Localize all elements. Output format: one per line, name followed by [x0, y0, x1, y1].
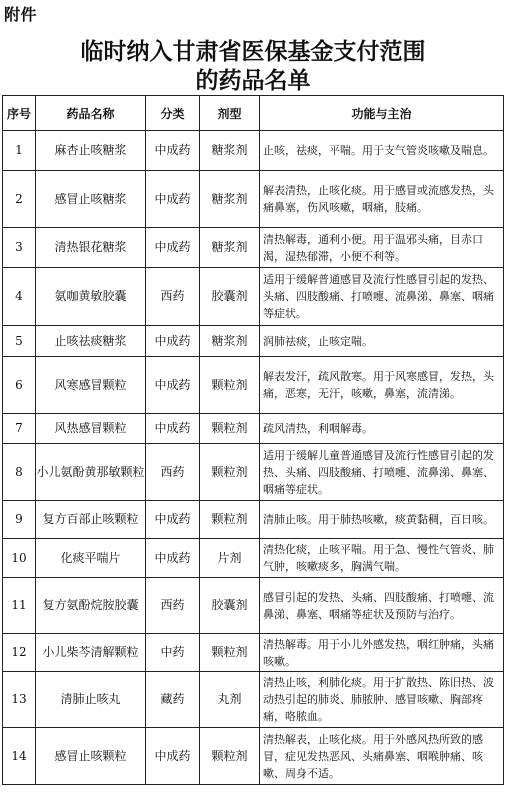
drug-list-table: [2, 95, 504, 785]
table-row: [3, 672, 504, 728]
cell-category: 西药: [146, 444, 200, 501]
cell-dosage-form: 片剂: [200, 539, 260, 578]
cell-category: 中成药: [146, 728, 200, 785]
cell-dosage-form: 糖浆剂: [200, 171, 260, 228]
cell-dosage-form: 糖浆剂: [200, 326, 260, 357]
cell-category: 中成药: [146, 326, 200, 357]
cell-number: 14: [3, 728, 36, 785]
cell-category: 中成药: [146, 171, 200, 228]
cell-drug-name: 感冒止咳糖浆: [36, 171, 146, 228]
cell-function: 清肺止咳。用于肺热咳嗽，痰黄黏稠，百日咳。: [260, 501, 504, 539]
cell-number: 10: [3, 539, 36, 578]
header-category: 分类: [146, 96, 200, 131]
cell-dosage-form: 糖浆剂: [200, 228, 260, 268]
cell-dosage-form: 颗粒剂: [200, 414, 260, 444]
cell-category: 西药: [146, 578, 200, 634]
cell-function: 清热解毒，通利小便。用于温邪头痛，目赤口渴，湿热郁滞，小便不利等。: [260, 228, 504, 268]
cell-number: 6: [3, 357, 36, 414]
cell-drug-name: 止咳祛痰糖浆: [36, 326, 146, 357]
table-row: [3, 501, 504, 539]
table-row: [3, 414, 504, 444]
cell-number: 13: [3, 672, 36, 728]
cell-function: 润肺祛痰，止咳定喘。: [260, 326, 504, 357]
header-drug-name: 药品名称: [36, 96, 146, 131]
table-row: [3, 131, 504, 171]
cell-drug-name: 化痰平喘片: [36, 539, 146, 578]
cell-drug-name: 感冒止咳颗粒: [36, 728, 146, 785]
cell-number: 2: [3, 171, 36, 228]
cell-drug-name: 复方百部止咳颗粒: [36, 501, 146, 539]
cell-dosage-form: 颗粒剂: [200, 444, 260, 501]
cell-drug-name: 麻杏止咳糖浆: [36, 131, 146, 171]
table-row: [3, 268, 504, 326]
cell-function: 感冒引起的发热、头痛、四肢酸痛、打喷嚏、流鼻涕、鼻塞、咽痛等症状及预防与治疗。: [260, 578, 504, 634]
cell-category: 藏药: [146, 672, 200, 728]
cell-function: 疏风清热，利咽解毒。: [260, 414, 504, 444]
cell-dosage-form: 丸剂: [200, 672, 260, 728]
cell-dosage-form: 颗粒剂: [200, 634, 260, 672]
cell-dosage-form: 颗粒剂: [200, 357, 260, 414]
cell-number: 5: [3, 326, 36, 357]
cell-number: 4: [3, 268, 36, 326]
cell-number: 3: [3, 228, 36, 268]
table-row: [3, 171, 504, 228]
cell-function: 适用于缓解儿童普通感冒及流行性感冒引起的发热、头痛、四肢酸痛、打喷嚏、流鼻涕、鼻塞、咽痛等症状。: [260, 444, 504, 501]
cell-drug-name: 风热感冒颗粒: [36, 414, 146, 444]
cell-category: 中成药: [146, 501, 200, 539]
cell-dosage-form: 胶囊剂: [200, 578, 260, 634]
table-row: [3, 578, 504, 634]
cell-drug-name: 小儿氨酚黄那敏颗粒: [36, 444, 146, 501]
table-row: [3, 634, 504, 672]
document-title-line2: 的药品名单: [195, 67, 311, 94]
cell-category: 中成药: [146, 131, 200, 171]
cell-number: 1: [3, 131, 36, 171]
cell-dosage-form: 颗粒剂: [200, 501, 260, 539]
cell-dosage-form: 胶囊剂: [200, 268, 260, 326]
cell-drug-name: 清热银花糖浆: [36, 228, 146, 268]
cell-drug-name: 复方氨酚烷胺胶囊: [36, 578, 146, 634]
cell-dosage-form: 颗粒剂: [200, 728, 260, 785]
cell-category: 中成药: [146, 414, 200, 444]
cell-category: 西药: [146, 268, 200, 326]
table-row: [3, 728, 504, 785]
table-row: [3, 228, 504, 268]
cell-function: 清热解毒。用于小儿外感发热，咽红肿痛，头痛咳嗽。: [260, 634, 504, 672]
cell-drug-name: 氨咖黄敏胶囊: [36, 268, 146, 326]
table-row: [3, 326, 504, 357]
cell-dosage-form: 糖浆剂: [200, 131, 260, 171]
header-dosage-form: 剂型: [200, 96, 260, 131]
cell-function: 止咳，祛痰，平喘。用于支气管炎咳嗽及喘息。: [260, 131, 504, 171]
cell-drug-name: 风寒感冒颗粒: [36, 357, 146, 414]
cell-number: 8: [3, 444, 36, 501]
attachment-label: 附件: [4, 5, 38, 24]
cell-function: 解表清热，止咳化痰。用于感冒或流感发热，头痛鼻塞，伤风咳嗽，咽痛，肢痛。: [260, 171, 504, 228]
cell-function: 清热止咳，利肺化痰。用于扩散热、陈旧热、波动热引起的肺炎、肺脓肿、感冒咳嗽、胸部疼痛，咯脓血。: [260, 672, 504, 728]
cell-category: 中成药: [146, 539, 200, 578]
cell-number: 12: [3, 634, 36, 672]
cell-function: 适用于缓解普通感冒及流行性感冒引起的发热、头痛、四肢酸痛、打喷嚏、流鼻涕、鼻塞、咽痛等症状。: [260, 268, 504, 326]
cell-number: 11: [3, 578, 36, 634]
cell-category: 中成药: [146, 357, 200, 414]
header-number: 序号: [3, 96, 36, 131]
cell-drug-name: 小儿柴芩清解颗粒: [36, 634, 146, 672]
cell-number: 7: [3, 414, 36, 444]
cell-category: 中成药: [146, 228, 200, 268]
cell-number: 9: [3, 501, 36, 539]
cell-drug-name: 清肺止咳丸: [36, 672, 146, 728]
cell-function: 清热化痰，止咳平喘。用于急、慢性气管炎、肺气肿，咳嗽痰多，胸满气喘。: [260, 539, 504, 578]
table-row: [3, 357, 504, 414]
document-title-line1: 临时纳入甘肃省医保基金支付范围: [80, 38, 426, 65]
cell-function: 解表发汗，疏风散寒。用于风寒感冒，发热，头痛，恶寒，无汗，咳嗽，鼻塞，流清涕。: [260, 357, 504, 414]
table-row: [3, 444, 504, 501]
cell-function: 清热解表，止咳化痰。用于外感风热所致的感冒，症见发热恶风、头痛鼻塞、咽喉肿痛、咳嗽、周身不适。: [260, 728, 504, 785]
header-function: 功能与主治: [260, 96, 504, 131]
cell-category: 中药: [146, 634, 200, 672]
table-row: [3, 539, 504, 578]
table-header-row: [3, 96, 504, 131]
